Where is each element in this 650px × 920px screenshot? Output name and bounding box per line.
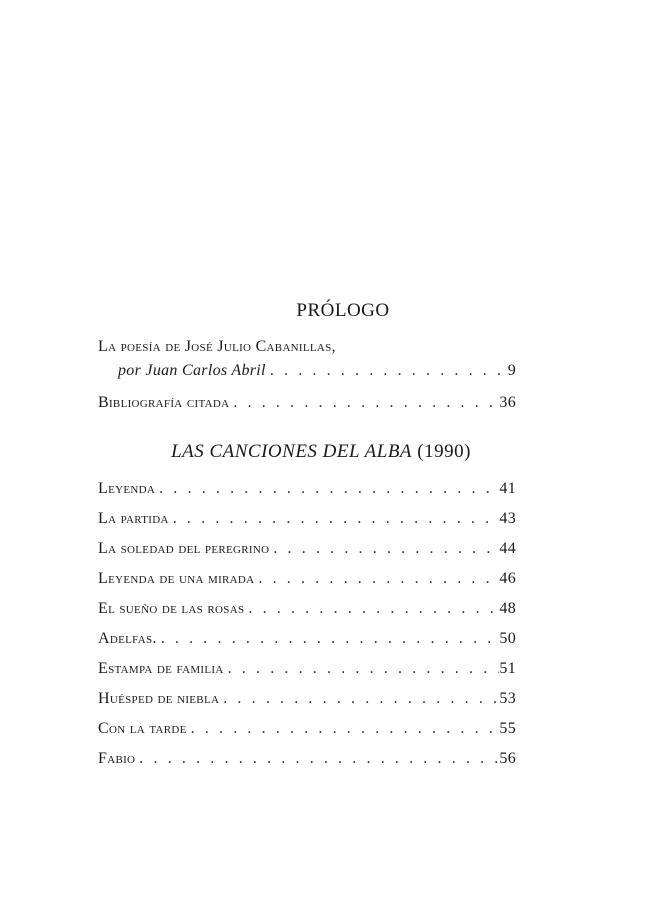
section-heading-year: (1990) xyxy=(417,441,471,462)
dot-leader xyxy=(135,750,499,768)
section-heading-text: LAS CANCIONES DEL ALBA xyxy=(171,441,413,462)
toc-entry xyxy=(98,480,516,504)
toc-entry-label: Estampa de familia xyxy=(98,660,224,677)
dot-leader xyxy=(169,510,500,528)
dot-leader xyxy=(155,480,499,498)
toc-entry-label: por Juan Carlos Abril xyxy=(118,362,266,379)
toc-entry-page: 36 xyxy=(499,394,516,411)
toc-entry xyxy=(98,570,516,594)
toc-entry-page: 44 xyxy=(499,540,516,557)
toc-entry-label: Huésped de niebla xyxy=(98,690,220,707)
toc-entry-label: La poesía de José Julio Cabanillas, xyxy=(98,338,336,355)
toc-entry-page: 55 xyxy=(499,720,516,737)
toc-entry-page: 50 xyxy=(499,630,516,647)
toc-entry-page: 41 xyxy=(499,480,516,497)
toc-entry-label: La partida xyxy=(98,510,169,527)
section-heading-canciones xyxy=(0,441,646,463)
dot-leader xyxy=(254,570,499,588)
toc-entry xyxy=(118,362,516,386)
dot-leader xyxy=(187,720,500,738)
toc-entry xyxy=(98,690,516,714)
toc-entry xyxy=(98,720,516,744)
toc-entry-page: 9 xyxy=(507,362,516,379)
toc-entry-page: 48 xyxy=(499,600,516,617)
toc-entry-label: Leyenda de una mirada xyxy=(98,570,255,587)
toc-entry-label: Adelfas. xyxy=(98,630,157,647)
dot-leader xyxy=(244,600,499,618)
toc-entry-label: Fabio xyxy=(98,750,136,767)
toc-entry-label: Bibliografía citada xyxy=(98,394,230,411)
toc-entry xyxy=(98,394,516,418)
toc-entry xyxy=(98,660,516,684)
toc-entry-page: 53 xyxy=(499,690,516,707)
toc-entry-page: 46 xyxy=(499,570,516,587)
toc-entry-label: La soledad del peregrino xyxy=(98,540,270,557)
toc-entry xyxy=(98,510,516,534)
dot-leader xyxy=(157,630,500,648)
dot-leader xyxy=(266,362,502,380)
toc-entry-label: Leyenda xyxy=(98,480,156,497)
toc-entry-label: El sueño de las rosas xyxy=(98,600,245,617)
toc-entry xyxy=(98,750,516,774)
section-heading-prologo xyxy=(18,300,650,322)
toc-entry-page: 51 xyxy=(499,660,516,677)
section-heading-text: PRÓLOGO xyxy=(296,300,390,321)
toc-entry-label: Con la tarde xyxy=(98,720,187,737)
dot-leader xyxy=(269,540,499,558)
dot-leader xyxy=(224,660,500,678)
toc-entry-page: 56 xyxy=(499,750,516,767)
toc-entry xyxy=(98,630,516,654)
toc-entry-title-line xyxy=(98,338,336,356)
toc-entry xyxy=(98,540,516,564)
toc-entry xyxy=(98,600,516,624)
toc-entry-page: 43 xyxy=(499,510,516,527)
dot-leader xyxy=(229,394,499,412)
dot-leader xyxy=(219,690,499,708)
